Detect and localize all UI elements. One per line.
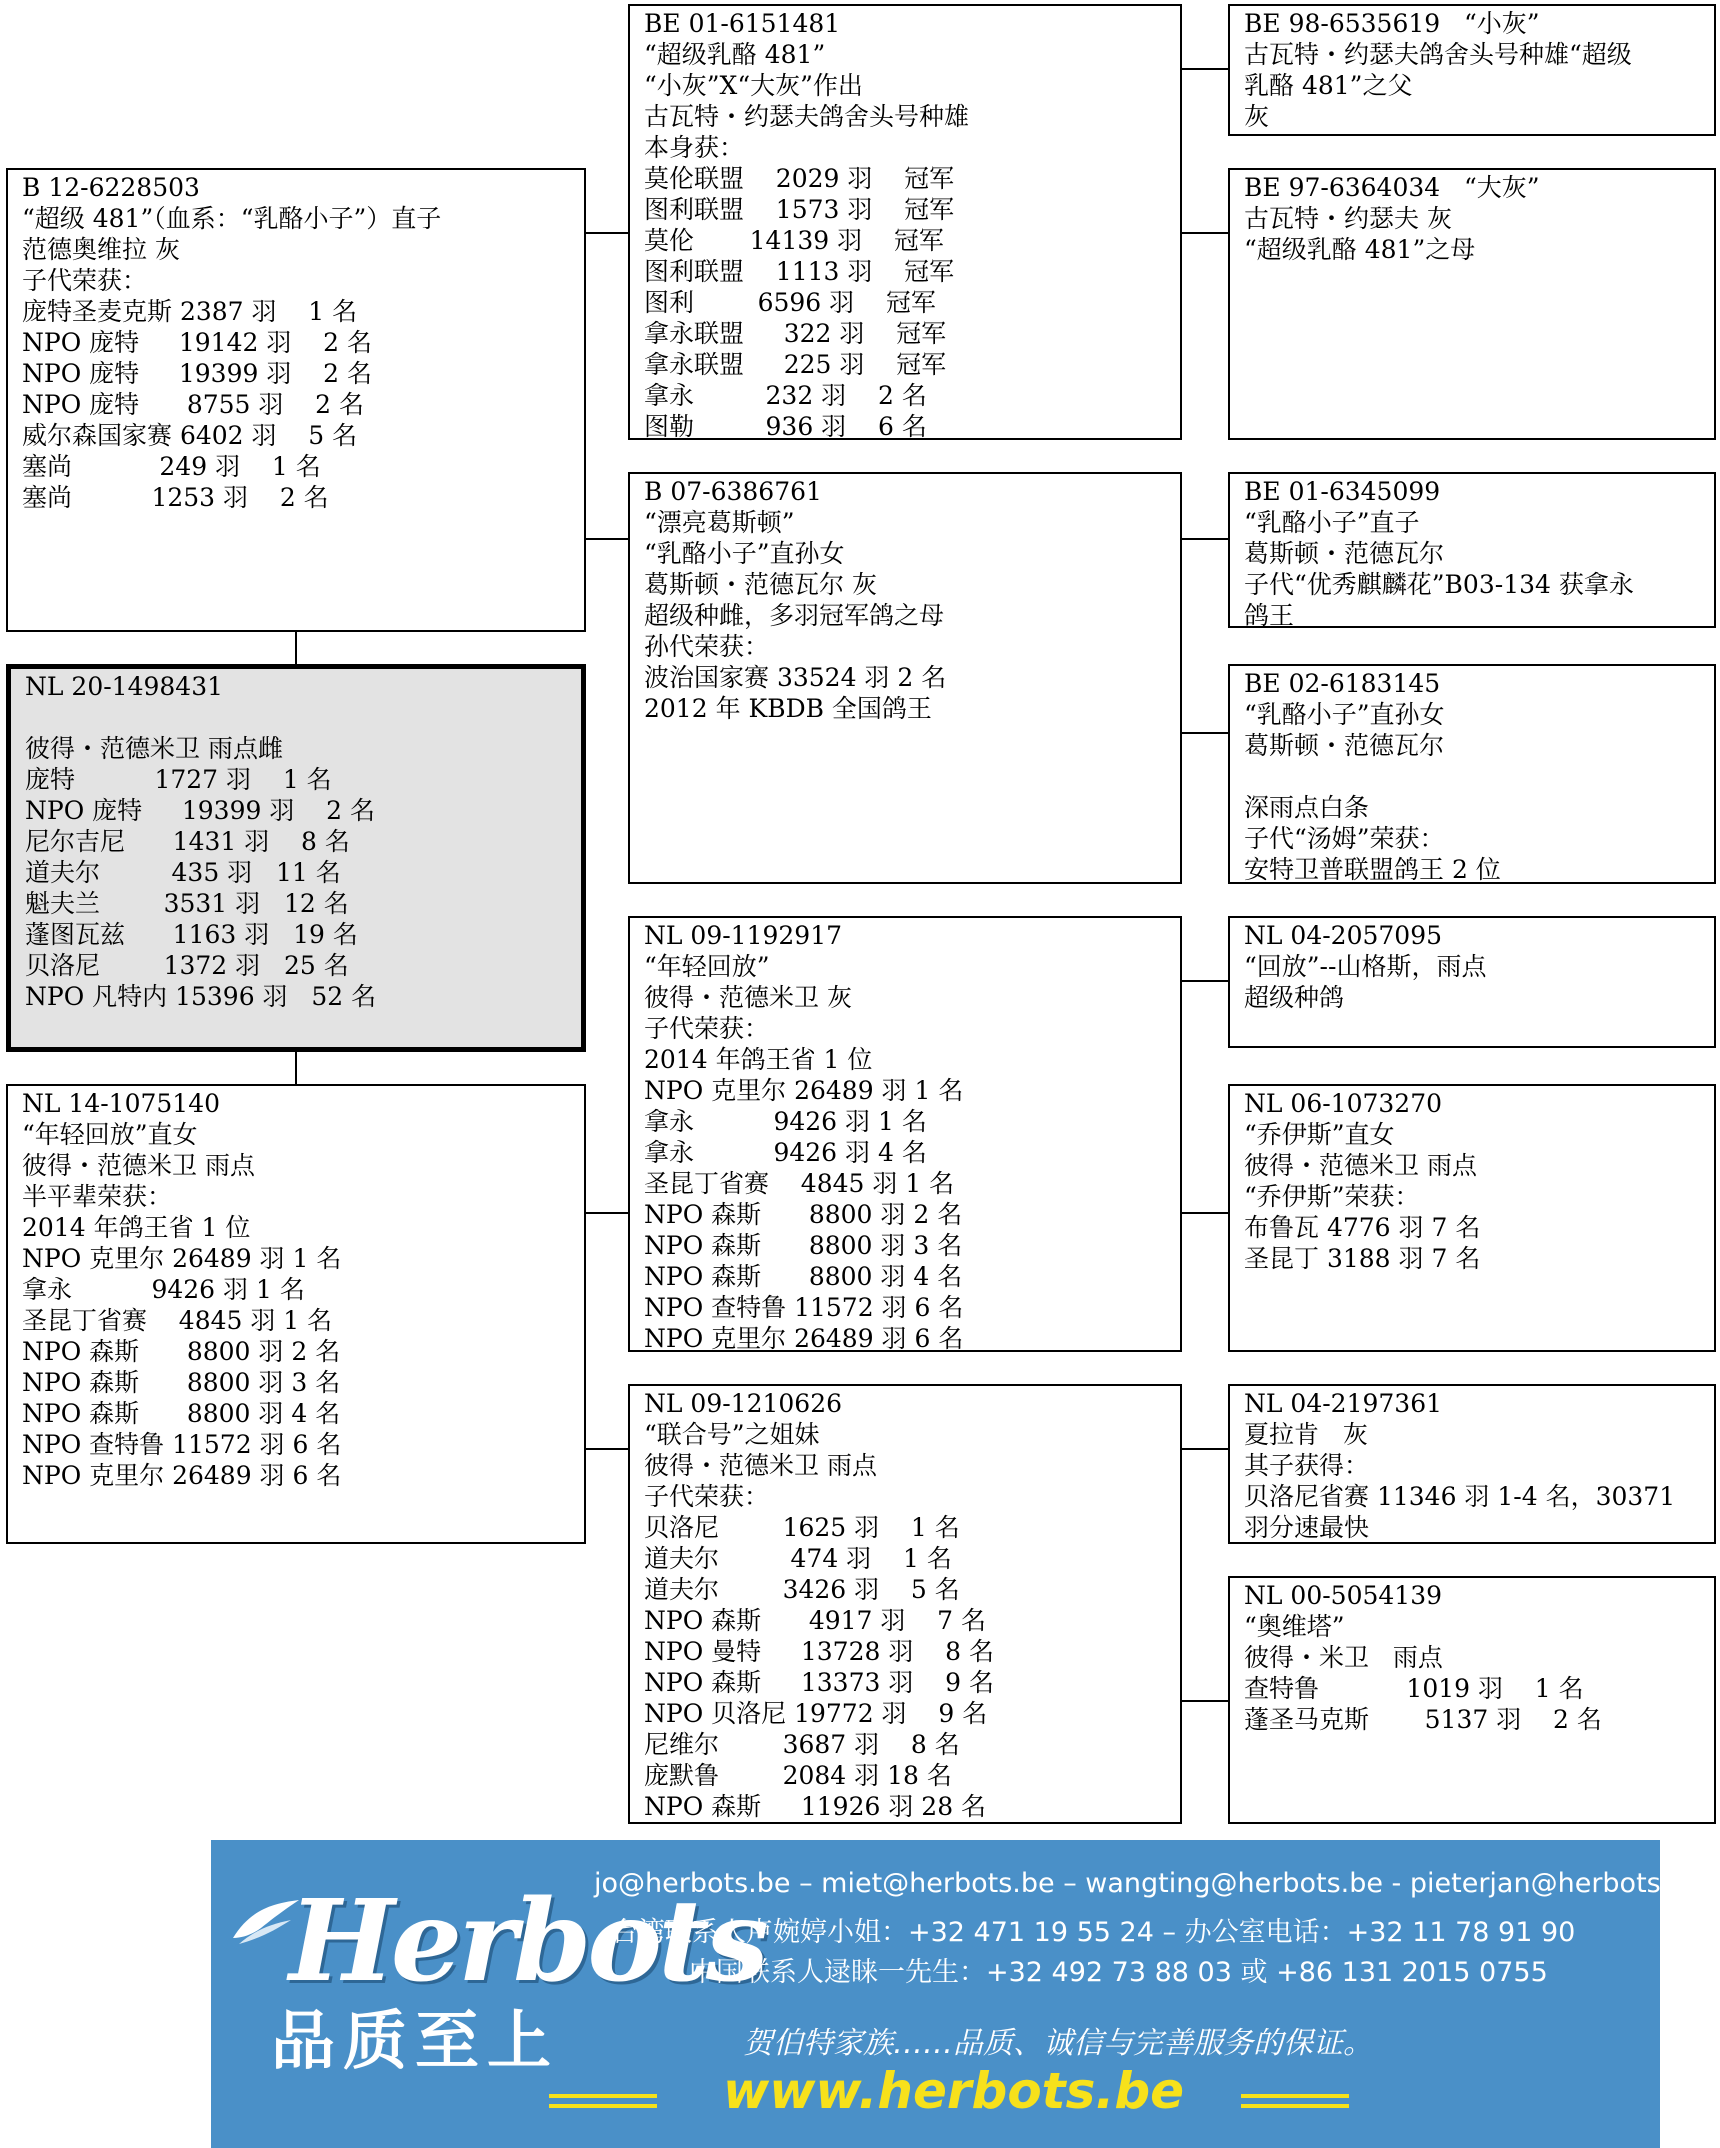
- pedigree-line: BE 01-6151481: [644, 9, 841, 38]
- pedigree-line: “年轻回放”: [644, 952, 770, 981]
- divider: [549, 2104, 657, 2108]
- pedigree-line: 葛斯顿・范德瓦尔: [1244, 731, 1445, 760]
- pedigree-line: NPO 森斯 4917 羽 7 名: [644, 1606, 987, 1635]
- pedigree-line: “乳酪小子”直孙女: [644, 539, 845, 568]
- pedigree-line: NPO 查特鲁 11572 羽 6 名: [22, 1430, 342, 1459]
- pedigree-line: NPO 森斯 8800 羽 3 名: [644, 1231, 963, 1260]
- pedigree-line: 拿永 9426 羽 1 名: [644, 1107, 927, 1136]
- pedigree-line: 贝洛尼省赛 11346 羽 1-4 名，30371: [1244, 1482, 1676, 1511]
- dss-card: [1228, 916, 1716, 1048]
- pedigree-line: 2014 年鸽王省 1 位: [22, 1213, 251, 1242]
- pedigree-line: 贝洛尼 1372 羽 25 名: [25, 951, 349, 980]
- pedigree-line: BE 98-6535619 “小灰”: [1244, 9, 1540, 38]
- connector: [584, 1212, 628, 1214]
- pedigree-line: 超级种鸽: [1244, 983, 1345, 1012]
- pedigree-line: NPO 森斯 8800 羽 2 名: [22, 1337, 341, 1366]
- pedigree-line: 范德奥维拉 灰: [22, 235, 180, 264]
- pedigree-line: 子代“优秀麒麟花”B03-134 获拿永: [1244, 570, 1634, 599]
- pedigree-line: 图利联盟 1113 羽 冠军: [644, 257, 955, 286]
- pedigree-line: 庞特 1727 羽 1 名: [25, 765, 332, 794]
- pedigree-line: 彼得・范德米卫 雨点雌: [25, 734, 283, 763]
- pedigree-line: 蓬图瓦兹 1163 羽 19 名: [25, 920, 358, 949]
- pedigree-line: “年轻回放”直女: [22, 1120, 198, 1149]
- pedigree-line: 超级种雌，多羽冠军鸽之母: [644, 601, 945, 630]
- pedigree-line: “超级 481”（血系：“乳酪小子”）直子: [22, 204, 442, 233]
- pedigree-line: 2014 年鸽王省 1 位: [644, 1045, 873, 1074]
- ssd-card: [1228, 168, 1716, 440]
- connector: [295, 1050, 297, 1086]
- dam-card: [6, 1084, 586, 1544]
- pedigree-line: 鸽王: [1244, 601, 1295, 630]
- pedigree-line: 古瓦特・约瑟夫鸽舍头号种雄: [644, 102, 970, 131]
- pedigree-line: NL 09-1210626: [644, 1389, 843, 1418]
- pedigree-line: 莫伦联盟 2029 羽 冠军: [644, 164, 955, 193]
- pedigree-line: 子代“汤姆”荣获：: [1244, 824, 1445, 853]
- slogan: 品质至上: [271, 2005, 559, 2079]
- pedigree-line: 道夫尔 474 羽 1 名: [644, 1544, 952, 1573]
- connector: [584, 232, 628, 234]
- sire-card: [6, 168, 586, 632]
- pedigree-line: NL 20-1498431: [25, 672, 224, 701]
- sire-sire-card: [628, 4, 1182, 440]
- dsd-card: [1228, 1084, 1716, 1352]
- pedigree-line: NPO 庞特 19399 羽 2 名: [22, 359, 372, 388]
- pedigree-line: 拿永联盟 322 羽 冠军: [644, 319, 947, 348]
- pedigree-line: 乳酪 481”之父: [1244, 71, 1413, 100]
- pedigree-line: 拿永 232 羽 2 名: [644, 381, 927, 410]
- pedigree-line: NPO 克里尔 26489 羽 6 名: [22, 1461, 342, 1490]
- pedigree-line: 拿永 9426 羽 1 名: [22, 1275, 305, 1304]
- pedigree-line: 2012 年 KBDB 全国鸽王: [644, 694, 932, 723]
- dam-sire-card: [628, 916, 1182, 1352]
- pedigree-line: 古瓦特・约瑟夫鸽舍头号种雄“超级: [1244, 40, 1632, 69]
- connector: [1180, 1700, 1228, 1702]
- pedigree-line: 半平辈荣获：: [22, 1182, 173, 1211]
- dam-dam-card: [628, 1384, 1182, 1824]
- pedigree-line: 圣昆丁 3188 羽 7 名: [1244, 1244, 1481, 1273]
- connector: [1180, 68, 1228, 70]
- connector: [1180, 232, 1228, 234]
- pedigree-line: 莫伦 14139 羽 冠军: [644, 226, 944, 255]
- pedigree-line: NPO 森斯 8800 羽 2 名: [644, 1200, 963, 1229]
- pedigree-line: NPO 庞特 19399 羽 2 名: [25, 796, 375, 825]
- pedigree-line: NPO 森斯 8800 羽 4 名: [644, 1262, 963, 1291]
- pedigree-line: “奥维塔”: [1244, 1612, 1345, 1641]
- pedigree-line: NPO 森斯 13373 羽 9 名: [644, 1668, 994, 1697]
- pedigree-line: NPO 曼特 13728 羽 8 名: [644, 1637, 994, 1666]
- pedigree-line: BE 02-6183145: [1244, 669, 1441, 698]
- pedigree-line: 图勒 936 羽 6 名: [644, 412, 927, 441]
- pedigree-line: 孙代荣获：: [644, 632, 770, 661]
- pedigree-line: 羽分速最快: [1244, 1513, 1370, 1542]
- pedigree-line: 图利 6596 羽 冠军: [644, 288, 936, 317]
- pedigree-line: BE 01-6345099: [1244, 477, 1441, 506]
- pedigree-line: NPO 森斯 11926 羽 28 名: [644, 1792, 987, 1821]
- pedigree-line: NL 00-5054139: [1244, 1581, 1443, 1610]
- pedigree-line: NPO 庞特 8755 羽 2 名: [22, 390, 365, 419]
- pedigree-line: B 07-6386761: [644, 477, 822, 506]
- pedigree-line: 葛斯顿・范德瓦尔: [1244, 539, 1445, 568]
- pedigree-line: [25, 702, 581, 733]
- pedigree-line: 图利联盟 1573 羽 冠军: [644, 195, 955, 224]
- pedigree-line: 子代荣获：: [644, 1482, 770, 1511]
- sdd-card: [1228, 664, 1716, 884]
- subject-card: [6, 664, 586, 1052]
- pedigree-line: 古瓦特・约瑟夫 灰: [1244, 204, 1452, 233]
- pedigree-line: 道夫尔 3426 羽 5 名: [644, 1575, 960, 1604]
- pedigree-line: 子代荣获：: [22, 266, 148, 295]
- pedigree-line: 贝洛尼 1625 羽 1 名: [644, 1513, 960, 1542]
- connector: [1180, 732, 1228, 734]
- pedigree-line: 查特鲁 1019 羽 1 名: [1244, 1674, 1584, 1703]
- pedigree-line: 庞默鲁 2084 羽 18 名: [644, 1761, 952, 1790]
- connector: [1180, 980, 1228, 982]
- pedigree-line: “乔伊斯”直女: [1244, 1120, 1395, 1149]
- pedigree-line: 彼得・范德米卫 雨点: [22, 1151, 255, 1180]
- pedigree-line: B 12-6228503: [22, 173, 200, 202]
- pedigree-line: NL 06-1073270: [1244, 1089, 1443, 1118]
- pedigree-line: NPO 克里尔 26489 羽 1 名: [644, 1076, 964, 1105]
- pedigree-line: “超级乳酪 481”: [644, 40, 826, 69]
- pedigree-line: “漂亮葛斯顿”: [644, 508, 795, 537]
- pedigree-line: 尼维尔 3687 羽 8 名: [644, 1730, 960, 1759]
- pedigree-line: NL 14-1075140: [22, 1089, 221, 1118]
- pedigree-line: 塞尚 249 羽 1 名: [22, 452, 321, 481]
- ddd-card: [1228, 1576, 1716, 1824]
- pedigree-line: NPO 克里尔 26489 羽 1 名: [22, 1244, 342, 1273]
- pedigree-line: 塞尚 1253 羽 2 名: [22, 483, 329, 512]
- pedigree-line: NPO 克里尔 26489 羽 6 名: [644, 1324, 964, 1353]
- pedigree-line: 本身获：: [644, 133, 745, 162]
- connector: [584, 1448, 628, 1450]
- connector: [295, 632, 297, 668]
- pedigree-line: NL 09-1192917: [644, 921, 843, 950]
- pedigree-line: “小灰”X“大灰”作出: [644, 71, 863, 100]
- pedigree-line: NPO 庞特 19142 羽 2 名: [22, 328, 372, 357]
- dds-card: [1228, 1384, 1716, 1544]
- pedigree-line: 彼得・范德米卫 灰: [644, 983, 852, 1012]
- footer-banner: [211, 1840, 1704, 2148]
- pedigree-line: NPO 查特鲁 11572 羽 6 名: [644, 1293, 964, 1322]
- pedigree-line: “乔伊斯”荣获：: [1244, 1182, 1420, 1211]
- pedigree-line: 布鲁瓦 4776 羽 7 名: [1244, 1213, 1481, 1242]
- pedigree-line: 灰: [1244, 102, 1270, 131]
- pedigree-line: 圣昆丁省赛 4845 羽 1 名: [644, 1169, 955, 1198]
- china-contact: 中国联系人逯睐一先生：+32 492 73 88 03 或 +86 131 2015 0755: [689, 1957, 1548, 1988]
- pedigree-line: 子代荣获：: [644, 1014, 770, 1043]
- pedigree-line: 夏拉肯 灰: [1244, 1420, 1368, 1449]
- sss-card: [1228, 4, 1716, 136]
- pedigree-line: NL 04-2197361: [1244, 1389, 1443, 1418]
- pedigree-line: NL 04-2057095: [1244, 921, 1443, 950]
- connector: [1180, 1212, 1228, 1214]
- pedigree-line: 拿永 9426 羽 4 名: [644, 1138, 927, 1167]
- divider: [1241, 2094, 1349, 2098]
- sire-dam-card: [628, 472, 1182, 884]
- pedigree-line: “超级乳酪 481”之母: [1244, 235, 1476, 264]
- pedigree-line: 安特卫普联盟鸽王 2 位: [1244, 855, 1501, 884]
- pedigree-line: 彼得・米卫 雨点: [1244, 1643, 1443, 1672]
- divider: [1241, 2104, 1349, 2108]
- pedigree-line: BE 97-6364034 “大灰”: [1244, 173, 1540, 202]
- pedigree-line: “回放”--山格斯，雨点: [1244, 952, 1487, 981]
- divider: [549, 2094, 657, 2098]
- connector: [584, 538, 628, 540]
- pedigree-line: 蓬圣马克斯 5137 羽 2 名: [1244, 1705, 1602, 1734]
- pedigree-line: 拿永联盟 225 羽 冠军: [644, 350, 947, 379]
- pedigree-line: 彼得・范德米卫 雨点: [1244, 1151, 1477, 1180]
- pedigree-line: 波治国家赛 33524 羽 2 名: [644, 663, 947, 692]
- pedigree-line: 圣昆丁省赛 4845 羽 1 名: [22, 1306, 333, 1335]
- tagline: 贺伯特家族……品质、诚信与完善服务的保证。: [743, 2026, 1373, 2061]
- pedigree-line: [1244, 761, 1714, 792]
- email-list[interactable]: jo@herbots.be – miet@herbots.be – wangting@herbots.be - pieterjan@herbots.be: [594, 1868, 1704, 1899]
- pedigree-line: 威尔森国家赛 6402 羽 5 名: [22, 421, 358, 450]
- pedigree-line: 庞特圣麦克斯 2387 羽 1 名: [22, 297, 358, 326]
- sds-card: [1228, 472, 1716, 628]
- pedigree-line: “乳酪小子”直孙女: [1244, 700, 1445, 729]
- pedigree-line: 道夫尔 435 羽 11 名: [25, 858, 341, 887]
- connector: [1180, 538, 1228, 540]
- pedigree-line: NPO 凡特内 15396 羽 52 名: [25, 982, 377, 1011]
- connector: [1180, 1448, 1228, 1450]
- pedigree-line: 彼得・范德米卫 雨点: [644, 1451, 877, 1480]
- pedigree-line: NPO 森斯 8800 羽 4 名: [22, 1399, 341, 1428]
- herbots-logo: Herbots: [289, 1876, 765, 2007]
- pedigree-line: 尼尔吉尼 1431 羽 8 名: [25, 827, 350, 856]
- website-link[interactable]: www.herbots.be: [723, 2062, 1185, 2120]
- pedigree-line: NPO 贝洛尼 19772 羽 9 名: [644, 1699, 988, 1728]
- pedigree-line: 其子获得：: [1244, 1451, 1370, 1480]
- pedigree-line: 葛斯顿・范德瓦尔 灰: [644, 570, 877, 599]
- pedigree-line: “乳酪小子”直子: [1244, 508, 1420, 537]
- pedigree-line: 深雨点白条: [1244, 793, 1370, 822]
- pedigree-line: “联合号”之姐妹: [644, 1420, 820, 1449]
- pedigree-line: 魁夫兰 3531 羽 12 名: [25, 889, 349, 918]
- taiwan-contact: 台湾联系人卢婉婷小姐：+32 471 19 55 24 – 办公室电话：+32 11 78 91 90: [611, 1917, 1576, 1948]
- pedigree-line: NPO 森斯 8800 羽 3 名: [22, 1368, 341, 1397]
